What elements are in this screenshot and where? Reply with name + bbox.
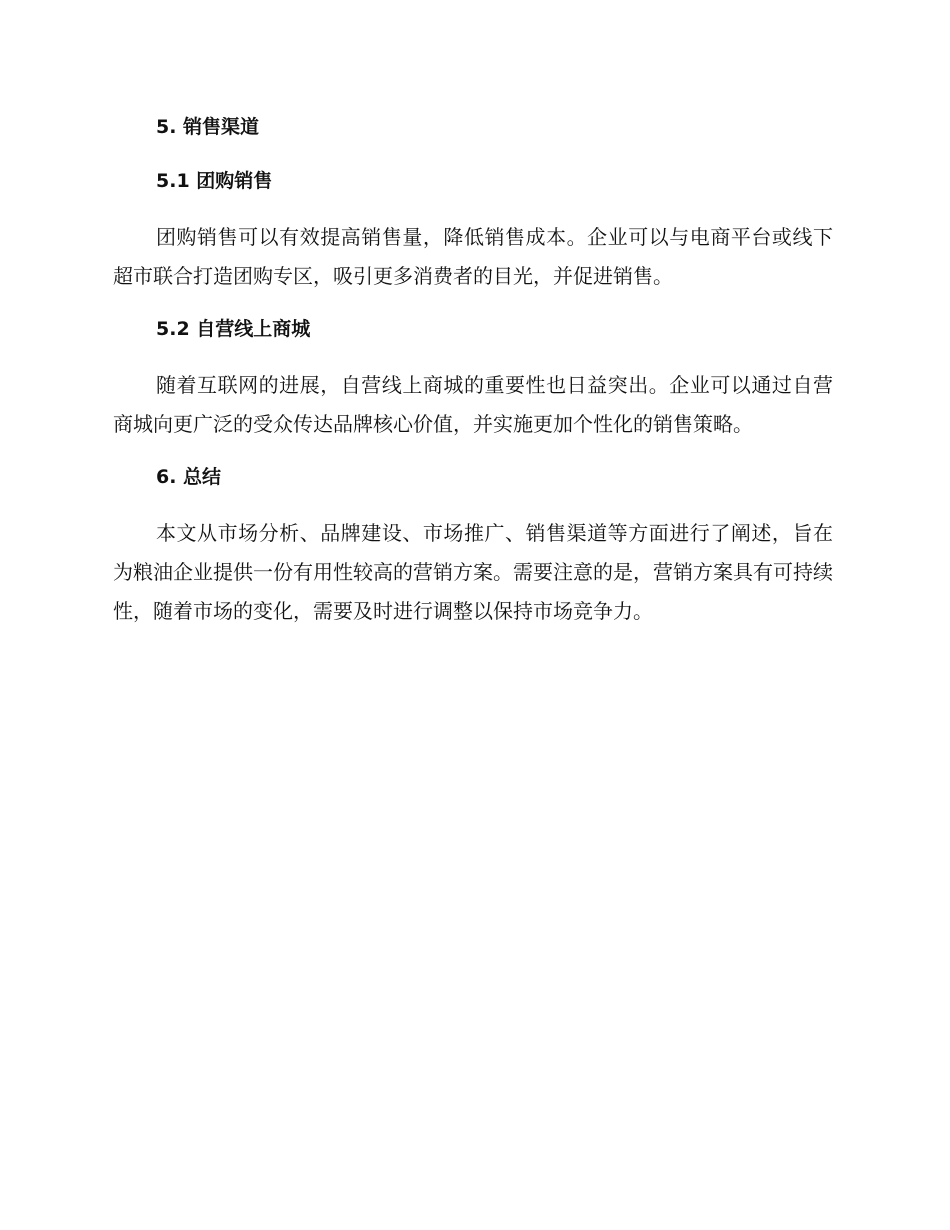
section-heading-5-1: 5.1 团购销售 <box>156 170 273 192</box>
section-heading-6: 6. 总结 <box>156 466 222 488</box>
section-heading-5-2: 5.2 自营线上商城 <box>156 318 311 340</box>
paragraph-online-store: 随着互联网的进展，自营线上商城的重要性也日益突出。企业可以通过自营商城向更广泛的受众传达品牌核心价值，并实施更加个性化的销售策略。 <box>113 373 833 436</box>
paragraph-summary: 本文从市场分析、品牌建设、市场推广、销售渠道等方面进行了阐述，旨在为粮油企业提供一份有用性较高的营销方案。需要注意的是，营销方案具有可持续性，随着市场的变化，需要及时进行调整以保持市场竞争力。 <box>113 521 833 623</box>
section-heading-5: 5. 销售渠道 <box>156 116 260 138</box>
document-body <box>113 110 833 647</box>
paragraph-group-buying: 团购销售可以有效提高销售量，降低销售成本。企业可以与电商平台或线下超市联合打造团购专区，吸引更多消费者的目光，并促进销售。 <box>113 225 833 288</box>
